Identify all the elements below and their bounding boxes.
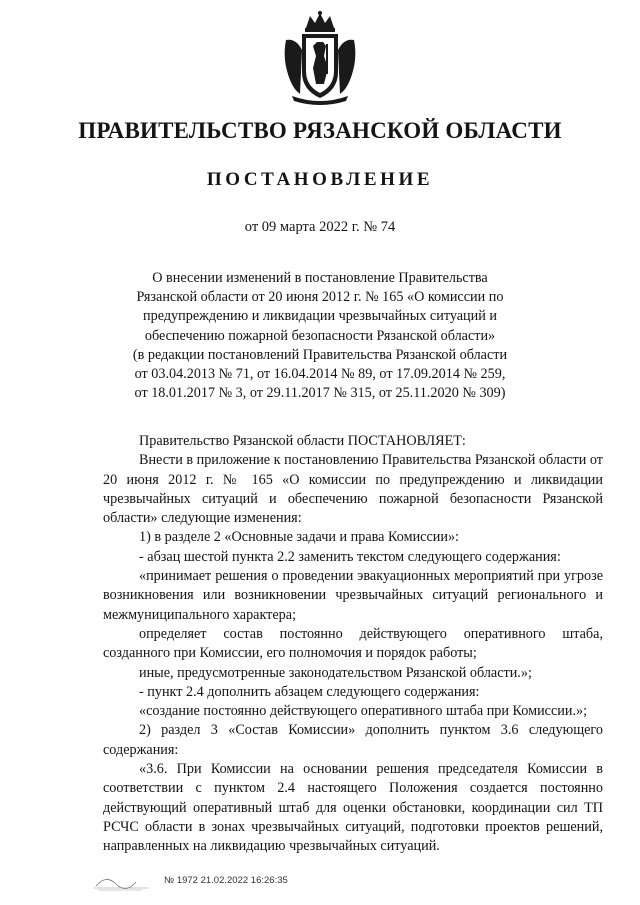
body-paragraph: - абзац шестой пункта 2.2 заменить текстом следующего содержания:: [139, 548, 561, 565]
subject-line: от 18.01.2017 № 3, от 29.11.2017 № 315, от 25.11.2020 № 309): [134, 385, 506, 402]
subject-line: предупреждению и ликвидации чрезвычайных ситуаций и: [143, 308, 497, 325]
registry-stamp-icon: [92, 870, 152, 892]
body-paragraph: - пункт 2.4 дополнить абзацем следующего содержания:: [139, 683, 480, 700]
government-title: ПРАВИТЕЛЬСТВО РЯЗАНСКОЙ ОБЛАСТИ: [78, 118, 562, 143]
subject-line: обеспечению пожарной безопасности Рязанской области»: [144, 327, 496, 344]
registration-number: № 1972 21.02.2022 16:26:35: [164, 875, 288, 886]
subject-line: от 03.04.2013 № 71, от 16.04.2014 № 89, от 17.09.2014 № 259,: [134, 366, 506, 383]
document-type-title: ПОСТАНОВЛЕНИЕ: [206, 169, 434, 190]
body-paragraph: «создание постоянно действующего оперативного штаба при Комиссии.»;: [139, 703, 588, 720]
body-paragraph: Внести в приложение к постановлению Правительства Рязанской области от 20 июня 2012 г. № 165 «О комиссии по предупреждению и ликвидации чрезвычайных ситуаций и обеспечению пожарной безопасности Рязанской области» следующие изменения:: [103, 452, 603, 527]
body-paragraph: 2) раздел 3 «Состав Комиссии» дополнить пунктом 3.6 следующего содержания:: [103, 722, 603, 758]
body-paragraph: Правительство Рязанской области ПОСТАНОВЛЯЕТ:: [139, 433, 466, 449]
decree-date-number: от 09 марта 2022 г. № 74: [244, 219, 396, 235]
body-paragraph: 1) в разделе 2 «Основные задачи и права Комиссии»:: [139, 529, 459, 546]
body-paragraph: иные, предусмотренные законодательством Рязанской области.»;: [139, 664, 532, 681]
decree-body: [103, 432, 603, 857]
subject-line: Рязанской области от 20 июня 2012 г. № 165 «О комиссии по: [136, 289, 504, 306]
subject-line: (в редакции постановлений Правительства Рязанской области: [132, 346, 508, 363]
subject-line: О внесении изменений в постановление Правительства: [152, 270, 488, 286]
registration-footer: [92, 870, 352, 894]
body-paragraph: «принимает решения о проведении эвакуационных мероприятий при угрозе возникновения или возникновении чрезвычайных ситуаций регионального и межмуниципального характера;: [103, 568, 603, 623]
body-paragraph: определяет состав постоянно действующего оперативного штаба, созданного при Комиссии, его полномочия и порядок работы;: [103, 625, 603, 662]
body-paragraph: «3.6. При Комиссии на основании решения председателя Комиссии в соответствии с пунктом 2.4 настоящего Положения создается постоянно действующий оперативный штаб для оценки обстановки, координации сил ТП РСЧС области в зонах чрезвычайных ситуаций, подготовки проектов решений, направленных на ликвидацию чрезвычайных ситуаций.: [103, 761, 603, 855]
decree-subject: [110, 269, 530, 403]
coat-of-arms-emblem: [280, 10, 360, 105]
